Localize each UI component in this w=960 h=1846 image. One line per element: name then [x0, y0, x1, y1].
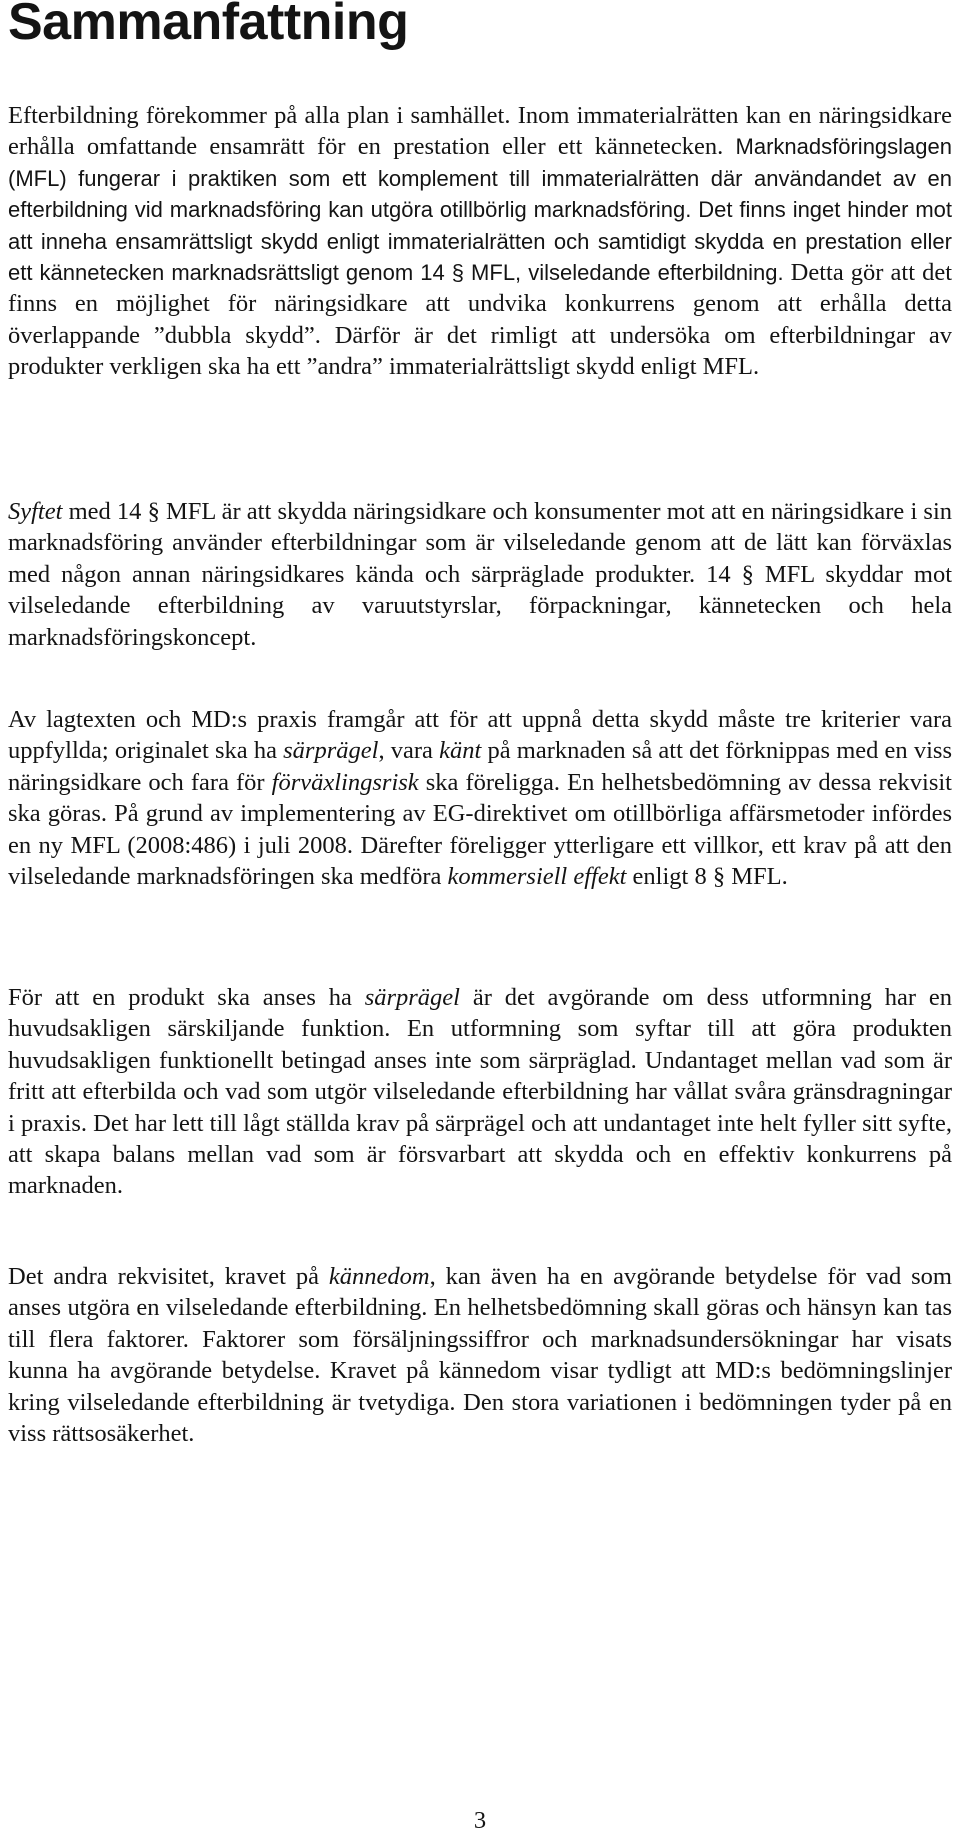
criteria-text-2: , vara — [378, 737, 440, 765]
page-number: 3 — [473, 1807, 487, 1834]
distinctiveness-text-1: För att en produkt ska anses ha — [8, 984, 365, 1011]
criteria-text-5: enligt 8 § MFL. — [626, 863, 788, 891]
paragraph-purpose — [8, 496, 952, 653]
recognition-text-2: , kan även ha en avgörande betydelse för vad som anses utgöra en vilseledande efterbildning. En helhetsbedömning skall göras och hänsyn kan tas till flera faktorer. Faktorer som försäljningssiffror och marknadsundersökningar har visats kunna ha avgörande betydelse. Kravet på kännedom visar tydligt att MD:s bedömningslinjer kring vilseledande efterbildning är tvetydiga. Den stora variationen i bedömningen tyder på en viss rättsosäkerhet. — [8, 1263, 952, 1448]
criteria-emphasis-3: förväxlingsrisk — [271, 768, 419, 796]
criteria-text-1: Av lagtexten och MD:s praxis framgår att för att uppnå detta skydd måste tre kriterier vara uppfyllda; originalet ska ha — [8, 706, 952, 765]
paragraph-recognition — [8, 1261, 952, 1449]
criteria-text-3: på marknaden så att det förknippas med en viss näringsidkare och fara för — [8, 737, 952, 796]
paragraph-criteria — [8, 704, 952, 892]
distinctiveness-text-2: är det avgörande om dess utformning har en huvudsakligen särskiljande funktion. En utformning som syftar till att göra produkten huvudsakligen funktionellt betingad anses inte som särpräglad. Undantaget mellan vad som är fritt att efterbilda och vad som utgör vilseledande efterbildning har vållat svåra gränsdragningar i praxis. Det har lett till lågt ställda krav på särprägel och att undantaget inte helt fyller sitt syfte, att skapa balans mellan vad som är försvarbart att skydda och en effektiv konkurrens på marknaden. — [8, 984, 952, 1200]
purpose-text: med 14 § MFL är att skydda näringsidkare och konsumenter mot att en näringsidkare i sin marknadsföring använder efterbildningar som är vilseledande genom att de lätt kan förväxlas med någon annan näringsidkares kända och särpräglade produkter. 14 § MFL skyddar mot vilseledande efterbildning av varuutstyrslar, förpackningar, kännetecken och hela marknadsföringskoncept. — [8, 498, 952, 651]
criteria-emphasis-2: känt — [439, 737, 482, 765]
intro-sentence-2: Marknadsföringslagen (MFL) fungerar i praktiken som ett komplement till immaterialrätten där användandet av en efterbildning vid marknadsföring kan utgöra otillbörlig marknadsföring. Det finns inget hinder mot att inneha ensamrättsligt skydd enligt immaterialrätten och samtidigt skydda en prestation eller ett kännetecken marknadsrättsligt genom 14 § MFL, vilseledande efterbildning. — [8, 134, 952, 286]
recognition-emphasis: kännedom — [328, 1263, 430, 1290]
criteria-text-4: ska föreligga. En helhetsbedömning av dessa rekvisit ska göras. På grund av implementering av EG-direktivet om otillbörliga affärsmetoder infördes en ny MFL (2008:486) i juli 2008. Därefter föreligger ytterligare ett villkor, ett krav på att den vilseledande marknadsföringen ska medföra — [8, 768, 952, 891]
intro-sentence-1: Efterbildning förekommer på alla plan i samhället. Inom immaterialrätten kan en näringsidkare erhålla omfattande ensamrätt för en prestation eller ett kännetecken. — [8, 102, 952, 161]
criteria-emphasis-4: kommersiell effekt — [447, 863, 627, 891]
paragraph-distinctiveness — [8, 982, 952, 1202]
page-heading: Sammanfattning — [8, 0, 409, 51]
purpose-emphasis: Syftet — [8, 498, 63, 525]
intro-sentence-3: Detta gör att det finns en möjlighet för näringsidkare att undvika konkurrens genom att erhålla detta överlappande ”dubbla skydd”. Därför är det rimligt att undersöka om efterbildningar av produkter verkligen ska ha ett ”andra” immaterialrättsligt skydd enligt MFL. — [8, 259, 952, 381]
criteria-emphasis-1: särprägel — [283, 737, 379, 765]
paragraph-intro — [8, 100, 952, 383]
recognition-text-1: Det andra rekvisitet, kravet på — [8, 1263, 329, 1290]
distinctiveness-emphasis: särprägel — [364, 984, 460, 1011]
